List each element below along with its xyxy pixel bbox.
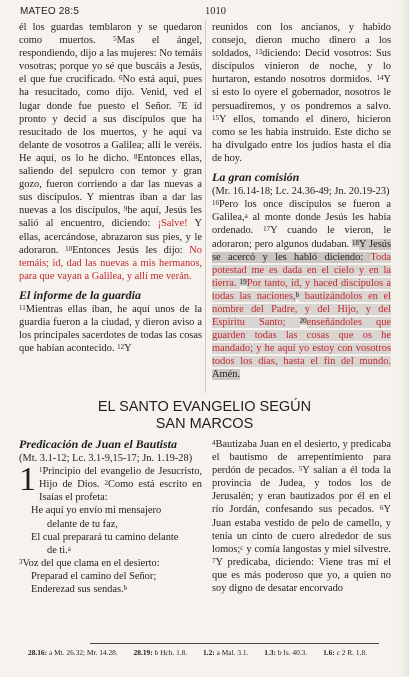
footnote-marker: a [244, 212, 248, 221]
verse-number: 2 [104, 479, 108, 488]
mark-left-column [19, 438, 202, 596]
footnote: 1.3: b Is. 40.3. [264, 648, 308, 657]
verse-number: 12 [117, 343, 125, 352]
footnote-divider [90, 643, 379, 644]
footnote-marker: c [240, 543, 244, 552]
verse-number: 14 [376, 74, 384, 83]
section-heading: Predicación de Juan el Bautista [19, 437, 178, 451]
verse-number: 19 [239, 277, 247, 286]
page-edge-shadow [399, 0, 409, 677]
book-title-line1: EL SANTO EVANGELIO SEGÚN [97, 399, 312, 415]
column-divider [205, 20, 206, 393]
verse-number: 6 [118, 74, 123, 83]
verse-number: 13 [255, 48, 263, 57]
right-column [212, 21, 391, 382]
verse-number: 11 [19, 303, 26, 312]
highlighted-text: Amén. [212, 369, 240, 381]
verse-number: 18 [352, 238, 360, 247]
footnote: 28.19: b Hch. 1.8. [133, 648, 188, 657]
page-number: 1010 [205, 6, 226, 17]
verse-block-12-15: reunidos con los ancianos, y habido consejo, dieron mucho dinero a los soldados, $^{13}$diciendo: Decid vosotros: Sus discípulos vinieron de noche, y lo hurtaron, estando nosotros dormidos. $^{14}$Y si esto lo oyere el gobernador, nosotros le persuadiremos, y os pondremos a salvo. $^{15}$Y ellos, tomando el dinero, hicieron como se les había instruido. Este dicho se ha divulgado entre los judíos hasta el día de hoy. [212, 22, 391, 164]
poetry-line: $^3$Voz del que clama en el desierto: [19, 557, 160, 569]
section-heading: El informe de la guardia [19, 287, 142, 302]
section-heading: La gran comisión [212, 170, 300, 185]
verse-number: 9 [123, 205, 128, 214]
highlighted-text: Y Jesús se acercó y les habló diciendo: [212, 238, 391, 263]
page-header [20, 6, 389, 20]
verse-number: 16 [212, 199, 219, 208]
words-of-jesus: No temáis; id, dad las nuevas a mis hermanos, para que vayan a Galilea, y allí me verán. [19, 244, 202, 282]
mark-right-column [212, 438, 391, 595]
poetry-line: He aquí yo envío mi mensajero [31, 505, 162, 517]
verse-number: 7 [177, 100, 182, 109]
parallel-references: (Mr. 16.14-18; Lc. 24.36-49; Jn. 20.19-23) [212, 186, 390, 198]
verse-number: 1 [39, 466, 43, 475]
verse-number: 4 [212, 439, 216, 447]
poetry-line: delante de tu faz, [47, 518, 118, 530]
highlighted-words-of-jesus: enseñándoles que guarden todas las cosas que os he mandado; y he aquí yo estoy con vosotros todos los días, hasta el fin del mundo. [212, 317, 392, 368]
verse-number: 17 [263, 225, 271, 234]
poetry-line: Enderezad sus sendas.$^b$ [31, 584, 128, 596]
book-title-line2: SAN MARCOS [155, 416, 254, 432]
footnotes [28, 648, 389, 658]
verse-block-1-2: 1 $^1$Principio del evangelio de Jesucristo, Hijo de Dios. $^2$Como está escrito en Isaías el profeta: [19, 461, 202, 504]
footnote: 1.6: c 2 R. 1.8. [323, 648, 368, 657]
verse-number: 15 [212, 113, 219, 122]
parallel-references: (Mt. 3.1-12; Lc. 3.1-9,15-17; Jn. 1.19-28) [19, 453, 193, 465]
verse-block-5-10: él los guardas temblaron y se quedaron como muertos. $^5$Mas el ángel, respondiendo, dijo a las mujeres: No temáis vosotras; porque yo sé que buscáis a Jesús, el que fue crucificado. $^6$No está aquí, pues ha resucitado, como dijo. Venid, ved el lugar donde fue puesto el Señor. $^7$E id pronto y decid a sus discípulos que ha resucitado de los muertos, y he aquí va delante de vosotros a Galilea; allí le veréis. He aquí, os lo he dicho. $^8$Entonces ellas, saliendo del sepulcro con temor y gran gozo, fueron corriendo a dar las nuevas a sus discípulos. Y mientras iban a dar las nuevas a los discípulos, $^9$he aquí, Jesús les salió al encuentro, diciendo: ¡Salve! Y ellas, acercándose, abrazaron sus pies, y le adoraron. $^{10}$Entonces Jesús les dijo: No temáis; id, dad las nuevas a mis hermanos, para que vayan a Galilea, y allí me verán. [19, 22, 203, 282]
chapter-number: 1 [19, 461, 36, 499]
footnote-marker: a [67, 544, 71, 553]
verse-number: 7 [212, 556, 216, 565]
verse-block-4-7: $^4$Bautizaba Juan en el desierto, y predicaba el bautismo de arrepentimiento para perdón de pecados. $^5$Y salían a él toda la provincia de Judea, y todos los de Jerusalén; y eran bautizados por él en el río Jordán, confesando sus pecados. $^6$Y Juan estaba vestido de pelo de camello, y tenía un cinto de cuero alrededor de sus lomos;$^c$ y comía langostas y miel silvestre. $^7$Y predicaba, diciendo: Viene tras mí el que es más poderoso que yo, a quien no soy digno de desatar encorvado [212, 439, 391, 595]
footnote-marker: b [295, 290, 300, 299]
highlighted-words-of-jesus: bautizándolos en el nombre del Padre, y del Hijo, y del Espíritu Santo; [212, 290, 392, 329]
verse-number: 5 [298, 465, 303, 474]
words-of-jesus: ¡Salve! [157, 218, 188, 230]
footnote: 28.16: a Mt. 26.32; Mr. 14.28. [28, 648, 118, 657]
verse-number: 8 [133, 152, 138, 161]
verse-block-11-12: $^{11}$Mientras ellas iban, he aquí unos de la guardia fueron a la ciudad, y dieron aviso a los principales sacerdotes de todas las cosas que habían acontecido. $^{12}$Y [19, 303, 202, 355]
running-head-reference: MATEO 28:5 [20, 6, 80, 17]
verse-number: 20 [299, 317, 307, 326]
left-column [19, 21, 202, 355]
verse-block-16-20: $^{16}$Pero los once discípulos se fueron a Galilea,$^a$ al monte donde Jesús les había ordenado. $^{17}$Y cuando le vieron, le adoraron; pero algunos dudaban. $^{18}$Y Jesús se acercó y les habló diciendo: Toda potestad me es dada en el cielo y en la tierra. $^{19}$Por tanto, id, y haced discípulos a todas las naciones,$^b$ bautizándolos en el nombre del Padre, y del Hijo, y del Espíritu Santo; $^{20}$enseñándoles que guarden todas las cosas que os he mandado; y he aquí yo estoy con vosotros todos los días, hasta el fin del mundo. Amén. [212, 199, 392, 381]
verse-number: 10 [65, 244, 73, 253]
verse-number: 5 [113, 35, 117, 44]
poetry-line: El cual preparará tu camino delante [31, 531, 179, 543]
footnote-marker: b [123, 584, 128, 593]
footnote: 1.2: a Mal. 3.1. [203, 648, 249, 657]
verse-number: 6 [379, 504, 384, 513]
verse-number: 3 [19, 557, 23, 566]
highlighted-words-of-jesus: Por tanto, id, y haced discípulos a todas las naciones, [212, 277, 391, 302]
book-title [0, 399, 409, 433]
highlighted-words-of-jesus: Toda potestad me es dada en el cielo y en la tierra. [212, 251, 391, 289]
poetry-line: de ti.$^a$ [47, 544, 71, 556]
poetry-line: Preparad el camino del Señor; [31, 570, 157, 582]
